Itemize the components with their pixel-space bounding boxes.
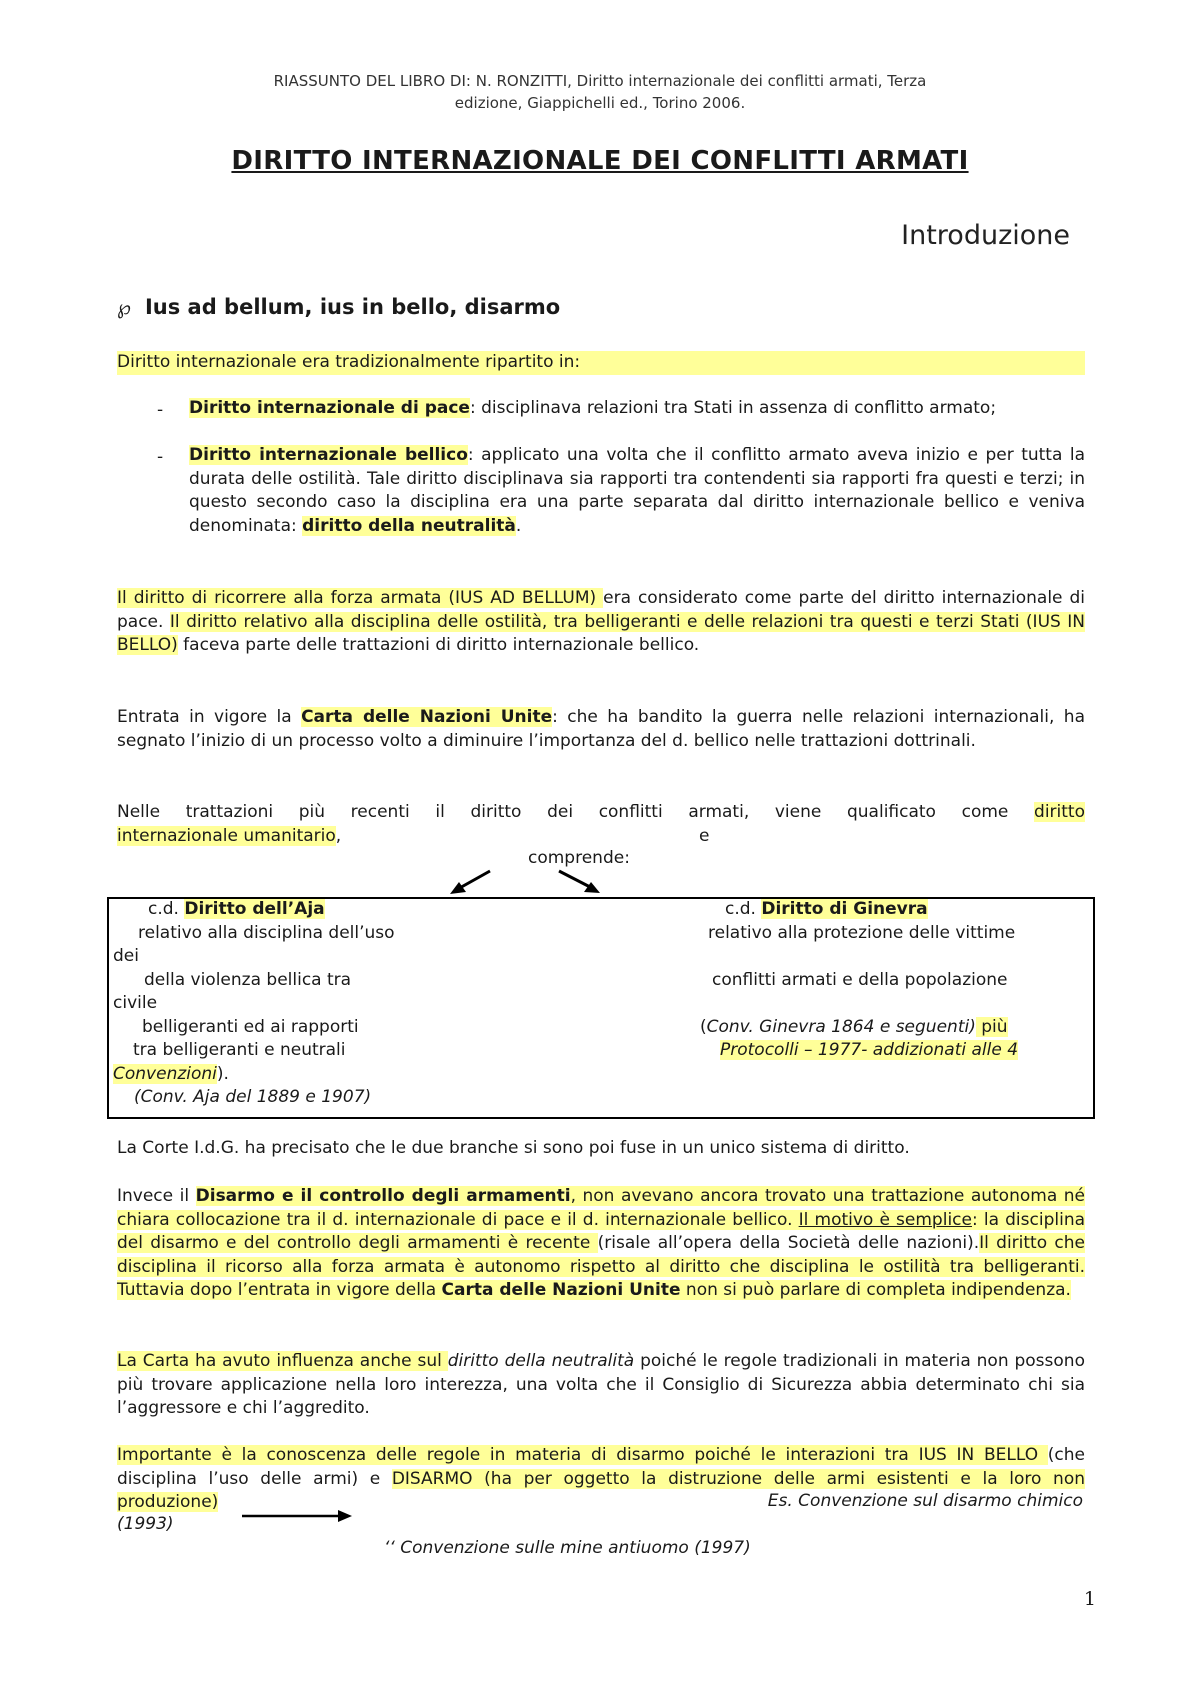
paragraph-carta: Entrata in vigore la Carta delle Nazioni Unite: che ha bandito la guerra nelle relazioni internazionali, ha segnato l’inizio di un processo volto a diminuire l’importanza del d. bellico nelle trattazioni dottrinali.: [117, 707, 1085, 751]
example-mine: ‘‘ Convenzione sulle mine antiuomo (1997): [384, 1538, 751, 1558]
list-dash-2: -: [157, 447, 164, 467]
comprende-label: comprende:: [528, 848, 630, 868]
list-dash-1: -: [157, 400, 164, 420]
header-line-1: RIASSUNTO DEL LIBRO DI: N. RONZITTI, Diritto internazionale dei conflitti armati, Terza: [273, 72, 927, 90]
list-item: Diritto internazionale di pace: disciplinava relazioni tra Stati in assenza di conflitto armato;: [189, 398, 997, 418]
paragraph-corte: La Corte I.d.G. ha precisato che le due branche si sono poi fuse in un unico sistema di diritto.: [117, 1138, 910, 1158]
document-header: [110, 70, 1090, 114]
arrow-right-icon: [556, 868, 606, 898]
subheading: [117, 295, 560, 319]
paragraph-ius: Il diritto di ricorrere alla forza armata (IUS AD BELLUM) era considerato come parte del diritto internazionale di pace. Il diritto relativo alla disciplina delle ostilità, tra belligeranti e delle relazioni tra questi e terzi Stati (IUS IN BELLO) faceva parte delle trattazioni di diritto internazionale bellico.: [117, 588, 1085, 655]
paragraph-disarmo: Invece il Disarmo e il controllo degli armamenti, non avevano ancora trovato una trattazione autonoma né chiara collocazione tra il d. internazionale di pace e il d. internazionale bellico. Il motivo è semplice: la disciplina del disarmo e del controllo degli armamenti è recente (risale all’opera della Società delle nazioni).Il diritto che disciplina il ricorso alla forza armata è autonomo rispetto al diritto che disciplina le ostilità tra belligeranti. Tuttavia dopo l’entrata in vigore della Carta delle Nazioni Unite non si può parlare di completa indipendenza.: [117, 1186, 1086, 1300]
arrow-right-icon: [240, 1508, 360, 1524]
subheading-text: Ius ad bellum, ius in bello, disarmo: [144, 295, 561, 319]
page-number: 1: [1083, 1588, 1096, 1610]
box-right-column: c.d. Diritto di Ginevra relativo alla protezione delle vittime conflitti armati e della popolazione (Conv. Ginevra 1864 e seguenti) più Protocolli – 1977- addizionati alle 4: [700, 899, 1019, 1060]
section-title: Introduzione: [901, 220, 1070, 251]
example-label: Es. Convenzione sul disarmo chimico: [767, 1491, 1083, 1511]
paragraph-intro: Diritto internazionale era tradizionalmente ripartito in:: [117, 351, 1085, 375]
header-line-2: edizione, Giappichelli ed., Torino 2006.: [454, 94, 746, 112]
paragraph-umanitario: Nelle trattazioni più recenti il diritto dei conflitti armati, viene qualificato come diritto internazionale umanitario, e: [117, 802, 1085, 846]
example-year: (1993): [117, 1514, 174, 1534]
list-item: Diritto internazionale bellico: applicato una volta che il conflitto armato aveva inizio e per tutta la durata delle ostilità. Tale diritto disciplinava sia rapporti tra contendenti sia rapporti fra questi e terzi; in questo secondo caso la disciplina era una parte separata dal diritto internazionale bellico e veniva denominata: diritto della neutralità.: [189, 445, 1086, 536]
page-title: DIRITTO INTERNAZIONALE DEI CONFLITTI ARMATI: [231, 146, 969, 176]
script-p-icon: ℘: [117, 295, 131, 319]
paragraph-neutralita: La Carta ha avuto influenza anche sul diritto della neutralità poiché le regole tradizionali in materia non possono più trovare applicazione nella loro interezza, una volta che il Consiglio di Sicurezza abbia determinato chi sia l’aggressore e chi l’aggredito.: [117, 1351, 1085, 1418]
box-left-column: c.d. Diritto dell’Aja relativo alla disciplina dell’uso dei della violenza bellica tra civile belligeranti ed ai rapporti tra belligeranti e neutrali Convenzioni). (Conv. Aja del 1889 e 1907): [113, 899, 395, 1107]
arrow-left-icon: [450, 868, 500, 898]
paragraph-importante: Importante è la conoscenza delle regole in materia di disarmo poiché le interazioni tra IUS IN BELLO (che disciplina l’uso delle armi) e DISARMO (ha per oggetto la distruzione delle armi esistenti e la loro non produzione): [117, 1445, 1086, 1512]
